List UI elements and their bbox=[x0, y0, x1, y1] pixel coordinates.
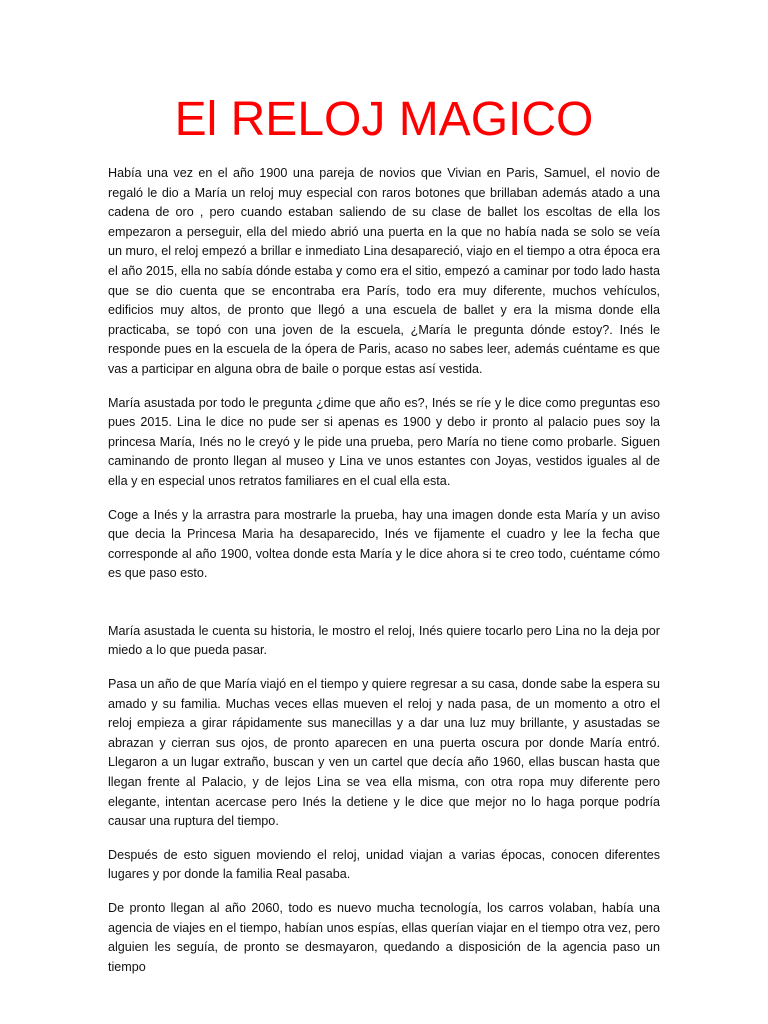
paragraph: Después de esto siguen moviendo el reloj, unidad viajan a varias épocas, conocen diferentes lugares y por donde la familia Real pasaba. bbox=[108, 847, 660, 882]
document-body bbox=[108, 164, 660, 991]
paragraph: Había una vez en el año 1900 una pareja de novios que Vivian en Paris, Samuel, el novio de regaló le dio a María un reloj muy especial con raros botones que brillaban además atado a una cadena de oro , pero cuando estaban saliendo de su clase de ballet los escoltas de ella los empezaron a perseguir, ella del miedo abrió una puerta en la que no había nada se solo se veía un muro, el reloj empezó a brillar e inmediato Lina desapareció, viajo en el tiempo a otra época era el año 2015, ella no sabía dónde estaba y como era el sitio, empezó a caminar por todo lado hasta que se dio cuenta que se encontraba era París, todo era muy diferente, muchos vehículos, edificios muy altos, de pronto que llegó a una escuela de ballet y era la misma donde ella practicaba, se topó con una joven de la escuela, ¿María le pregunta dónde estoy?. Inés le responde pues en la escuela de la ópera de Paris, acaso no sabes leer, además cuéntame es que vas a participar en alguna obra de baile o porque estas así vestida. bbox=[108, 166, 660, 376]
paragraph: Pasa un año de que María viajó en el tiempo y quiere regresar a su casa, donde sabe la espera su amado y su familia. Muchas veces ellas mueven el reloj y nada pasa, de un momento a otro el reloj empieza a girar rápidamente sus manecillas y a dar una luz muy brillante, y asustadas se abrazan y cierran sus ojos, de pronto aparecen en una puerta oscura por donde María entró. Llegaron a un lugar extraño, buscan y ven un cartel que decía año 1960, ellas buscan hasta que llegan frente al Palacio, y de lejos Lina se vea ella misma, con otra ropa muy diferente pero elegante, intentan acercase pero Inés la detiene y le dice que mejor no lo haga porque podría causar una ruptura del tiempo. bbox=[108, 677, 660, 829]
paragraph: Coge a Inés y la arrastra para mostrarle la prueba, hay una imagen donde esta María y un aviso que decia la Princesa Maria ha desaparecido, Inés ve fijamente el cuadro y lee la fecha que corresponde al año 1900, voltea donde esta María y le dice ahora si te creo todo, cuéntame cómo es que paso esto. bbox=[108, 507, 660, 581]
paragraph: María asustada le cuenta su historia, le mostro el reloj, Inés quiere tocarlo pero Lina no la deja por miedo a lo que pueda pasar. bbox=[108, 623, 660, 658]
paragraph: María asustada por todo le pregunta ¿dime que año es?, Inés se ríe y le dice como preguntas eso pues 2015. Lina le dice no pude ser si apenas es 1900 y debo ir pronto al palacio pues soy la princesa María, Inés no le creyó y le pide una prueba, pero María no tiene como probarle. Siguen caminando de pronto llegan al museo y Lina ve unos estantes con Joyas, vestidos iguales al de ella y en especial unos retratos familiares en el cual ella esta. bbox=[108, 395, 660, 488]
document-title: El RELOJ MAGICO bbox=[174, 93, 594, 146]
paragraph: De pronto llegan al año 2060, todo es nuevo mucha tecnología, los carros volaban, había una agencia de viajes en el tiempo, habían unos espías, ellas querían viajar en el tiempo otra vez, pero alguien les seguía, de pronto se desmayaron, quedando a disposición de la agencia paso un tiempo bbox=[108, 901, 660, 974]
